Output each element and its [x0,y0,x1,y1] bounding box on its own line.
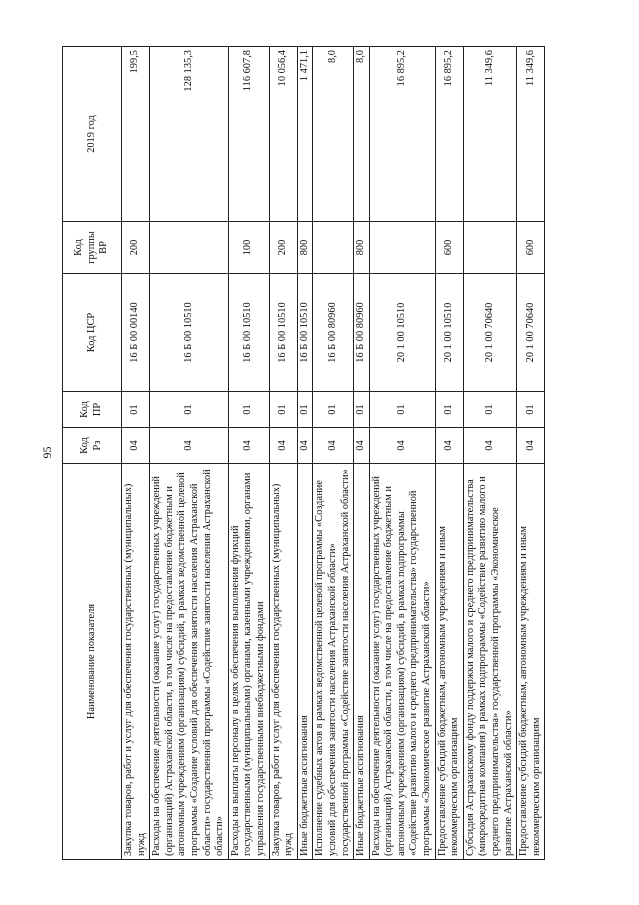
cell-vr: 200 [122,222,150,274]
table-row [150,47,229,860]
table-row [463,47,516,860]
cell-pr: 01 [122,392,150,428]
cell-name: Расходы на обеспечение деятельности (оказание услуг) государственных учреждений (организаций) Астраханской области, в том числе на предоставление бюджетным и автономным учреждениям (организациям) субсидий, в рамках подпрограммы «Содействие развитию малого и среднего предпринимательства» государственной программы «Экономическое развитие Астраханской области» [369,464,435,860]
table-row [269,47,297,860]
budget-table [62,46,545,860]
table-row [122,47,150,860]
cell-name: Расходы на обеспечение деятельности (оказание услуг) государственных учреждений (организаций) Астраханской области, в том числе на предоставление бюджетным и автономным учреждениям (организациям) субсидий, в рамках ведомственной целевой программы «Создание условий для обеспечения занятости населения Астраханской области» государственной программы «Содействие занятости населения Астраханской области» [150,464,229,860]
cell-rz: 04 [313,428,354,464]
cell-csr: 20 1 00 70640 [517,274,545,392]
cell-csr: 16 Б 00 00140 [122,274,150,392]
cell-vr: 200 [269,222,297,274]
cell-amount: 1 471,1 [297,47,313,222]
cell-rz: 04 [228,428,269,464]
cell-vr [463,222,516,274]
cell-pr: 01 [150,392,229,428]
cell-amount: 11 349,6 [517,47,545,222]
table-row [369,47,435,860]
header-csr: Код ЦСР [63,274,122,392]
cell-rz: 04 [369,428,435,464]
cell-csr: 20 1 00 10510 [435,274,463,392]
table-row [354,47,370,860]
cell-name: Предоставление субсидий бюджетным, автономным учреждениям и иным некоммерческим организациям [435,464,463,860]
cell-vr: 800 [297,222,313,274]
cell-csr: 20 1 00 10510 [369,274,435,392]
cell-amount: 16 895,2 [435,47,463,222]
cell-vr [313,222,354,274]
header-row [63,47,122,860]
cell-pr: 01 [435,392,463,428]
cell-amount: 116 607,8 [228,47,269,222]
table-row [435,47,463,860]
cell-pr: 01 [297,392,313,428]
cell-amount: 10 056,4 [269,47,297,222]
header-rz: Код Рз [63,428,122,464]
header-year: 2019 год [63,47,122,222]
cell-pr: 01 [517,392,545,428]
cell-vr: 600 [435,222,463,274]
cell-vr [150,222,229,274]
table-row [517,47,545,860]
page-number: 95 [40,446,54,459]
cell-amount: 11 349,6 [463,47,516,222]
cell-name: Закупка товаров, работ и услуг для обеспечения государственных (муниципальных) нужд [269,464,297,860]
table-row [313,47,354,860]
cell-csr: 16 Б 00 10510 [297,274,313,392]
cell-name: Иные бюджетные ассигнования [297,464,313,860]
cell-amount: 8,0 [354,47,370,222]
cell-amount: 199,5 [122,47,150,222]
cell-vr [369,222,435,274]
cell-rz: 04 [463,428,516,464]
header-pr: Код ПР [63,392,122,428]
cell-name: Иные бюджетные ассигнования [354,464,370,860]
cell-rz: 04 [150,428,229,464]
cell-pr: 01 [228,392,269,428]
cell-name: Предоставление субсидий бюджетным, автономным учреждениям и иным некоммерческим организациям [517,464,545,860]
cell-rz: 04 [122,428,150,464]
cell-amount: 8,0 [313,47,354,222]
cell-rz: 04 [517,428,545,464]
cell-rz: 04 [354,428,370,464]
cell-pr: 01 [313,392,354,428]
cell-csr: 16 Б 00 10510 [269,274,297,392]
cell-pr: 01 [369,392,435,428]
cell-pr: 01 [269,392,297,428]
header-name: Наименование показателя [63,464,122,860]
cell-csr: 16 Б 00 80960 [313,274,354,392]
cell-amount: 128 135,3 [150,47,229,222]
table-row [297,47,313,860]
cell-pr: 01 [463,392,516,428]
cell-rz: 04 [269,428,297,464]
cell-csr: 16 Б 00 10510 [150,274,229,392]
cell-amount: 16 895,2 [369,47,435,222]
cell-rz: 04 [297,428,313,464]
cell-vr: 600 [517,222,545,274]
cell-name: Расходы на выплаты персоналу в целях обеспечения выполнения функций государственными (муниципальными) органами, казенными учреждениями, органами управления государственными внебюджетными фондами [228,464,269,860]
cell-csr: 20 1 00 70640 [463,274,516,392]
cell-csr: 16 Б 00 10510 [228,274,269,392]
cell-csr: 16 Б 00 80960 [354,274,370,392]
cell-rz: 04 [435,428,463,464]
cell-name: Исполнение судебных актов в рамках ведомственной целевой программы «Создание условий для обеспечения занятости населения Астраханской области» государственной программы «Содействие занятости населения Астраханской области» [313,464,354,860]
table-row [228,47,269,860]
cell-vr: 800 [354,222,370,274]
cell-name: Субсидия Астраханскому фонду поддержки малого и среднего предпринимательства (микрокредитная компания) в рамках подпрограммы «Содействие развитию малого и среднего предпринимательства» государственной программы «Экономическое развитие Астраханской области» [463,464,516,860]
cell-vr: 100 [228,222,269,274]
header-vr: Код группы ВР [63,222,122,274]
cell-name: Закупка товаров, работ и услуг для обеспечения государственных (муниципальных) нужд [122,464,150,860]
cell-pr: 01 [354,392,370,428]
